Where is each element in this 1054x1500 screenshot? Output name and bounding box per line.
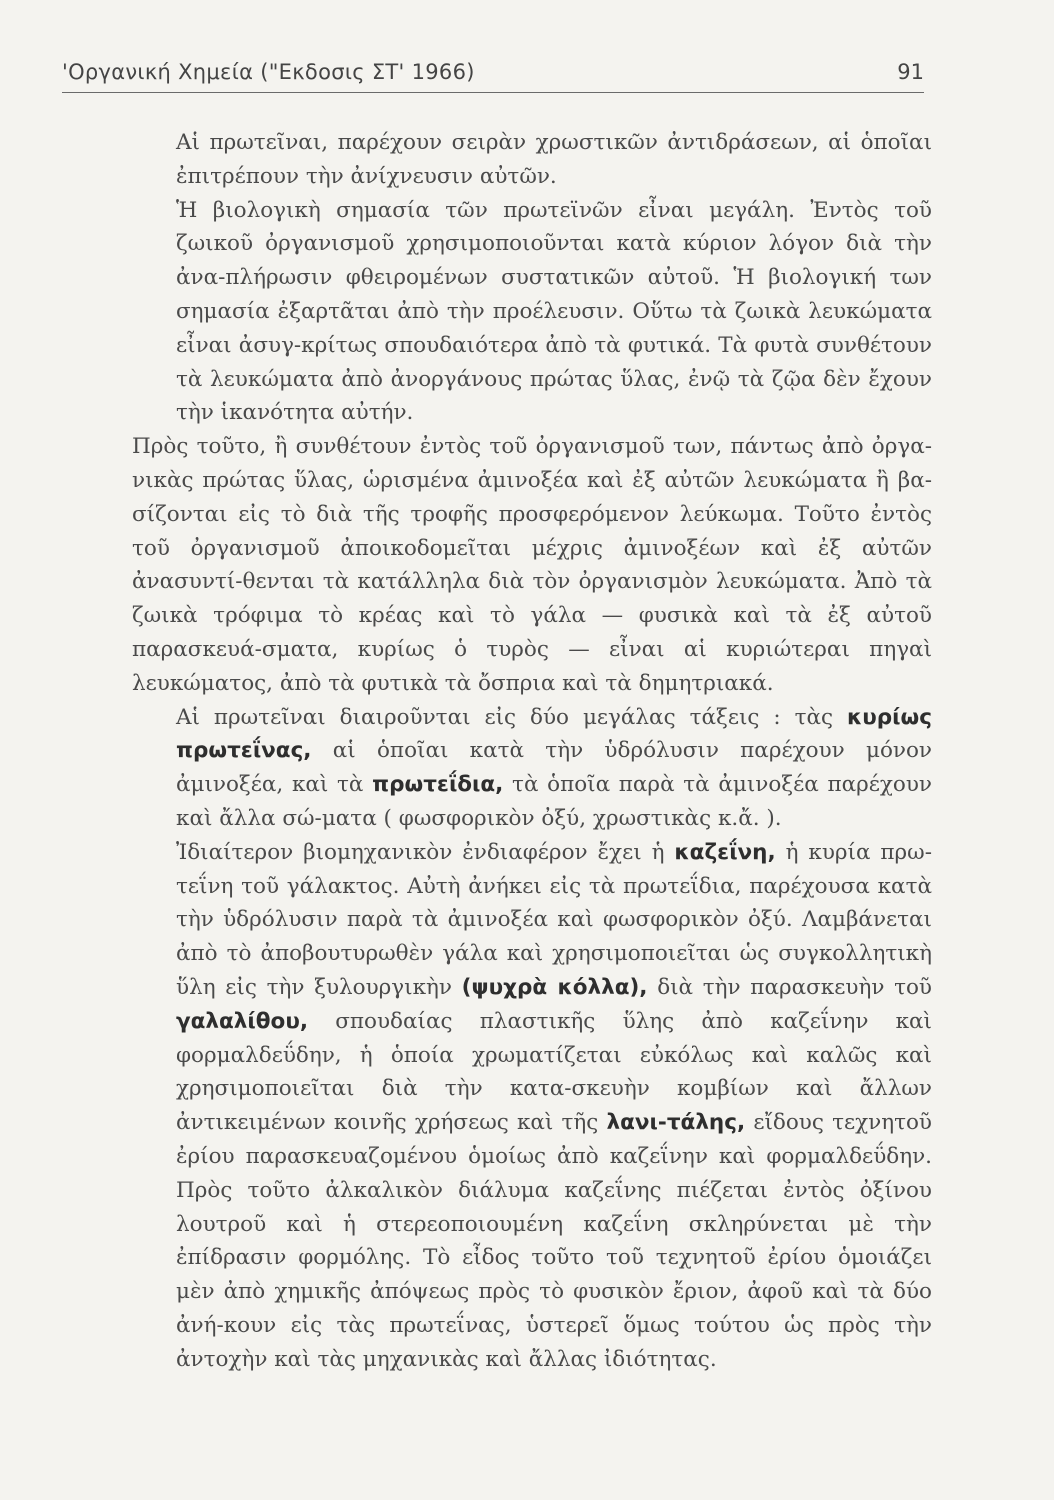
- term-kyrios-proteines: κυρίως πρωτεΐνας,: [176, 704, 932, 764]
- paragraph-2a: Ἡ βιολογικὴ σημασία τῶν πρωτεϊνῶν εἶναι μεγάλη. Ἐντὸς τοῦ ζωικοῦ ὀργανισμοῦ χρησιμοποιοῦνται κατὰ κύριον λόγον διὰ τὴν ἀνα-πλήρωσιν φθειρομένων συστατικῶν αὐτοῦ. Ἡ βιολογική των σημασία ἐξαρτᾶται ἀπὸ τὴν προέλευσιν. Οὕτω τὰ ζωικὰ λευκώματα εἶναι ἀσυγ-κρίτως σπουδαιότερα ἀπὸ τὰ φυτικά. Τὰ φυτὰ συνθέτουν τὰ λευκώματα ἀπὸ ἀνοργάνους πρώτας ὕλας, ἐνῷ τὰ ζῷα δὲν ἔχουν τὴν ἱκανότητα αὐτήν.: [176, 197, 932, 426]
- p4-text-e: εἴδους τεχνητοῦ ἐρίου παρασκευαζομένου ὁμοίως ἀπὸ καζεΐνην καὶ φορμαλδεΰδην. Πρὸς τοῦτο ἀλκαλικὸν διάλυμα καζεΐνης πιέζεται ἐντὸς ὀξίνου λουτροῦ καὶ ἡ στερεοποιουμένη καζεΐνη σκληρύνεται μὲ τὴν ἐπίδρασιν φορμόλης. Τὸ εἶδος τοῦτο τοῦ τεχνητοῦ ἐρίου ὁμοιάζει μὲν ἀπὸ χημικῆς ἀπόψεως πρὸς τὸ φυσικὸν ἔριον, ἀφοῦ καὶ τὰ δύο ἀνή-κουν εἰς τὰς πρωτεΐνας, ὑστερεῖ ὅμως τούτου ὡς πρὸς τὴν ἀντοχὴν καὶ τὰς μηχανικὰς καὶ ἄλλας ἰδιότητας.: [176, 1110, 932, 1372]
- paragraph-1: Αἱ πρωτεῖναι, παρέχουν σειρὰν χρωστικῶν ἀντιδράσεων, αἱ ὁποῖαι ἐπιτρέπουν τὴν ἀνίχνευσιν αὐτῶν.: [176, 130, 932, 189]
- paragraph-3: [132, 701, 932, 836]
- p3-text-post: τὰ ὁποῖα παρὰ τὰ ἀμινοξέα παρέχουν καὶ ἄλλα σώ-ματα ( φωσφορικὸν ὀξύ, χρωστικὰς κ.ἄ. ).: [176, 772, 932, 831]
- p4-text-d: σπουδαίας πλαστικῆς ὕλης ἀπὸ καζεΐνην καὶ φορμαλδεΰδην, ἡ ὁποία χρωματίζεται εὐκόλως καὶ καλῶς καὶ χρησιμοποιεῖται διὰ τὴν κατα-σκευὴν κομβίων καὶ ἄλλων ἀντικειμένων κοινῆς χρήσεως καὶ τῆς: [176, 1008, 932, 1136]
- term-proteidia: πρωτεΐδια,: [372, 772, 504, 798]
- term-lanitali: λανι-τάλης,: [606, 1110, 746, 1136]
- running-header: [62, 58, 924, 93]
- paragraph-4: [132, 836, 932, 1377]
- page-number: 91: [897, 60, 924, 84]
- p4-text-c: διὰ τὴν παρασκευὴν τοῦ: [657, 974, 932, 1000]
- term-galalithos: γαλαλίθου,: [176, 1008, 309, 1034]
- p4-text-b: ἡ κυρία πρω-τεΐνη τοῦ γάλακτος. Αὐτὴ ἀνήκει εἰς τὰ πρωτεΐδια, παρέχουσα κατὰ τὴν ὑδρόλυσιν παρὰ τὰ ἀμινοξέα καὶ φωσφορικὸν ὀξύ. Λαμβάνεται ἀπὸ τὸ ἀποβουτυρωθὲν γάλα καὶ χρησιμοποιεῖται ὡς συγκολλητικὴ ὕλη εἰς τὴν ξυλουργικὴν: [176, 839, 932, 1000]
- p3-text-pre: Αἱ πρωτεῖναι διαιροῦνται εἰς δύο μεγάλας τάξεις : τὰς: [176, 704, 834, 730]
- p4-text-a: Ἰδιαίτερον βιομηχανικὸν ἐνδιαφέρον ἔχει ἡ: [176, 839, 665, 865]
- term-kazeini: καζεΐνη,: [674, 839, 776, 865]
- running-title: 'Οργανική Χημεία ("Εκδοσις ΣΤ' 1966): [62, 60, 475, 84]
- term-psychra-kolla: (ψυχρὰ κόλλα),: [461, 974, 648, 1000]
- paragraph-2b: Πρὸς τοῦτο, ἢ συνθέτουν ἐντὸς τοῦ ὀργανισμοῦ των, πάντως ἀπὸ ὀργα-νικὰς πρώτας ὕλας, ὡρισμένα ἀμινοξέα καὶ ἐξ αὐτῶν λευκώματα ἢ βα-σίζονται εἰς τὸ διὰ τῆς τροφῆς προσφερόμενον λεύκωμα. Τοῦτο ἐντὸς τοῦ ὀργανισμοῦ ἀποικοδομεῖται μέχρις ἀμινοξέων καὶ ἐξ αὐτῶν ἀνασυντί-θενται τὰ κατάλληλα διὰ τὸν ὀργανισμὸν λευκώματα. Ἀπὸ τὰ ζωικὰ τρόφιμα τὸ κρέας καὶ τὸ γάλα — φυσικὰ καὶ τὰ ἐξ αὐτοῦ παρασκευά-σματα, κυρίως ὁ τυρὸς — εἶναι αἱ κυριώτεραι πηγαὶ λευκώματος, ἀπὸ τὰ φυτικὰ τὰ ὄσπρια καὶ τὰ δημητριακά.: [132, 434, 932, 696]
- p3-text-mid: αἱ ὁποῖαι κατὰ τὴν ὑδρόλυσιν παρέχουν μόνον ἀμινοξέα, καὶ τὰ: [176, 738, 932, 798]
- body-text: [132, 126, 932, 1376]
